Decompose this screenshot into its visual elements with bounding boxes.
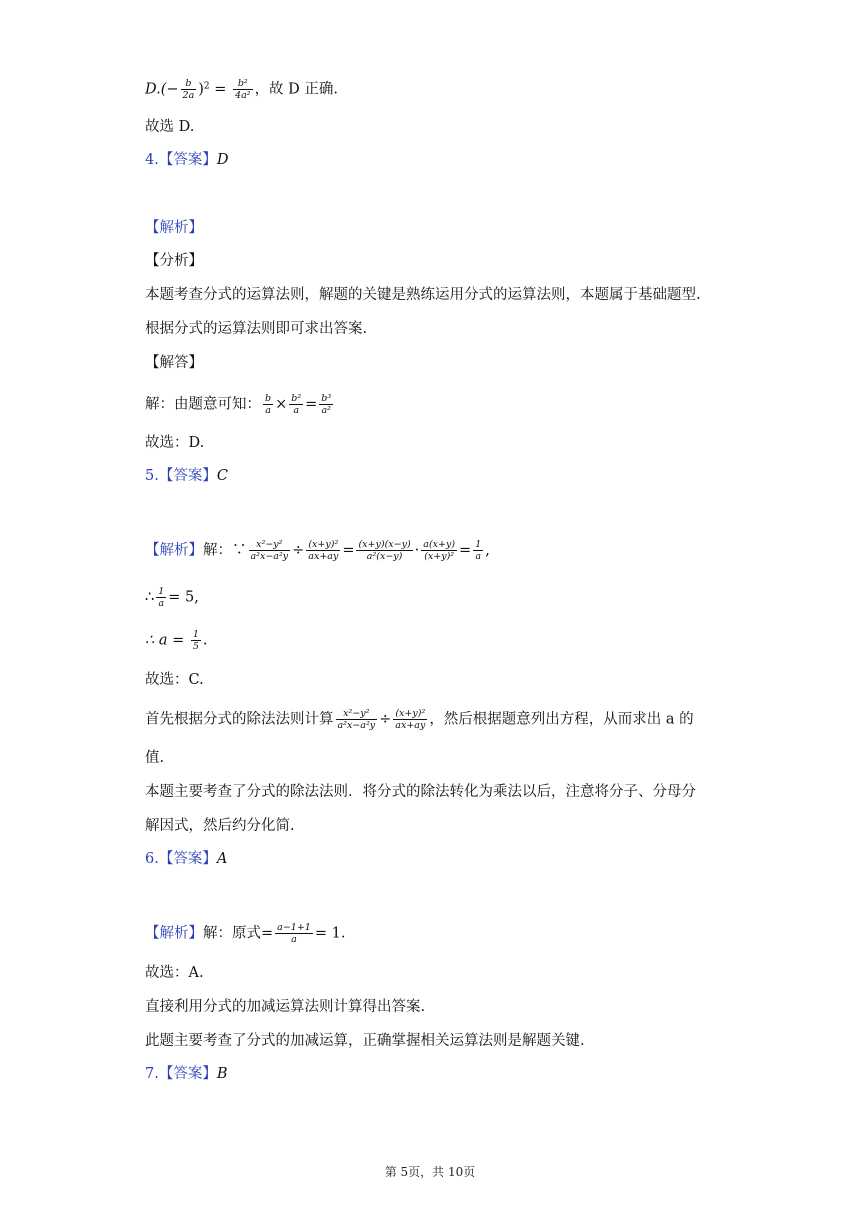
text: D.( bbox=[145, 81, 167, 98]
solution-line-4: 解：由题意可知： $\frac{b}{a}$ × $\frac{\text{b²}}{a}$ = $\frac{\text{b³}}{\text{a²}}$ bbox=[145, 393, 332, 416]
answer-heading-6 bbox=[145, 849, 227, 869]
answer-value: D bbox=[216, 152, 229, 168]
fraction: $\frac{\text{x²−y²}}{\text{a²x−a²y}}$ bbox=[337, 708, 376, 731]
answer-value: A bbox=[216, 851, 228, 867]
paragraph: 直接利用分式的加减运算法则计算得出答案. bbox=[145, 999, 426, 1015]
answer-label: 【答案】 bbox=[158, 152, 217, 168]
answer-heading-5 bbox=[145, 466, 228, 486]
answer-value: C bbox=[216, 468, 228, 484]
jieda-label: 【解答】 bbox=[145, 355, 203, 371]
fraction: $\frac{\text{(x+y)²}}{ax+ay}$ bbox=[308, 539, 339, 562]
fraction: $\frac{1}{5}$ bbox=[192, 629, 199, 652]
text: ，故 D 正确. bbox=[254, 81, 339, 98]
answer-heading-4 bbox=[145, 150, 228, 170]
fenxi-label: 【分析】 bbox=[145, 253, 203, 269]
analysis-label: 【解析】 bbox=[145, 220, 203, 236]
page-footer: 第 5页，共 10页 bbox=[384, 1165, 476, 1179]
analysis-label: 【解析】 bbox=[145, 542, 203, 559]
answer-label: 【答案】 bbox=[158, 851, 217, 867]
therefore-line: ∴ a = $\frac{1}{5}$ . bbox=[145, 629, 208, 652]
answer-label: 【答案】 bbox=[158, 468, 217, 484]
fraction: $\frac{\text{(x+y)²}}{ax+ay}$ bbox=[395, 708, 426, 731]
paragraph: 本题考查分式的运算法则，解题的关键是熟练运用分式的运算法则，本题属于基础题型. bbox=[145, 287, 701, 303]
fraction: $\frac{a(x+y)}{\text{(x+y)²}}$ bbox=[423, 539, 456, 562]
paragraph: 根据分式的运算法则即可求出答案. bbox=[145, 321, 368, 337]
choose-line: 故选：C. bbox=[145, 672, 204, 688]
solution-line-6: 【解析】解：原式= $\frac{a-1+1}{a}$ = 1. bbox=[145, 922, 346, 945]
paragraph: 首先根据分式的除法法则计算 $\frac{\text{x²−y²}}{\text{a²x−a²y}}$ ÷ $\frac{\text{(x+y)²}}{ax+ay}$ ，然后根据题意列出方程，从而求出 a 的 bbox=[145, 708, 694, 731]
analysis-label: 【解析】 bbox=[145, 925, 203, 942]
text: 解：由题意可知： bbox=[145, 396, 261, 413]
question-number: 5. bbox=[145, 468, 159, 484]
answer-heading-7 bbox=[145, 1064, 228, 1084]
minus-sign: − bbox=[166, 81, 179, 98]
fraction: $\frac{b}{a}$ bbox=[265, 393, 272, 416]
fraction: $\frac{\text{b²}}{a}$ bbox=[291, 393, 302, 416]
question-number: 6. bbox=[145, 851, 159, 867]
paragraph: 值. bbox=[145, 750, 165, 766]
therefore-line: ∴ $\frac{1}{a}$ = 5, bbox=[145, 586, 199, 609]
answer-label: 【答案】 bbox=[158, 1066, 217, 1082]
fraction: $\frac{a-1+1}{a}$ bbox=[277, 922, 311, 945]
fraction: $\frac{\text{x²−y²}}{\text{a²x−a²y}}$ bbox=[250, 539, 289, 562]
fraction: $\frac{b}{2a}$ bbox=[182, 78, 195, 101]
choose-line: 故选：A. bbox=[145, 965, 204, 981]
solution-line-5: 【解析】解：∵ $\frac{\text{x²−y²}}{\text{a²x−a²y}}$ ÷ $\frac{\text{(x+y)²}}{ax+ay}$ = $\frac{(x+y)(x-y)}{\text{a²(x−y)}}$ · $\frac{a(x+y)}{\text{(x+y)²}}$ = $\frac{1}{a}$ , bbox=[145, 539, 490, 562]
question-number: 4. bbox=[145, 152, 159, 168]
paragraph: 解因式，然后约分化简. bbox=[145, 818, 295, 834]
answer-value: B bbox=[216, 1066, 228, 1082]
fraction: $\frac{(x+y)(x-y)}{\text{a²(x−y)}}$ bbox=[358, 539, 411, 562]
choose-line: 故选：D. bbox=[145, 435, 205, 451]
paragraph: 此题主要考查了分式的加减运算，正确掌握相关运算法则是解题关键. bbox=[145, 1033, 585, 1049]
choose-line: 故选 D. bbox=[145, 119, 195, 135]
fraction: $\frac{\text{b³}}{\text{a²}}$ bbox=[321, 393, 332, 416]
fraction: $\frac{1}{a}$ bbox=[475, 539, 482, 562]
paragraph: 本题主要考查了分式的除法法则．将分式的除法转化为乘法以后，注意将分子、分母分 bbox=[145, 784, 696, 800]
fraction: $\frac{1}{a}$ bbox=[158, 586, 165, 609]
fraction: $\frac{\text{b²}}{\text{4a²}}$ bbox=[235, 78, 251, 101]
solution-line-d-correct: D.(− $\frac{b}{2a}$ )$^2$ = $\frac{\text{b²}}{\text{4a²}}$ ，故 D 正确. bbox=[145, 78, 339, 101]
question-number: 7. bbox=[145, 1066, 159, 1082]
